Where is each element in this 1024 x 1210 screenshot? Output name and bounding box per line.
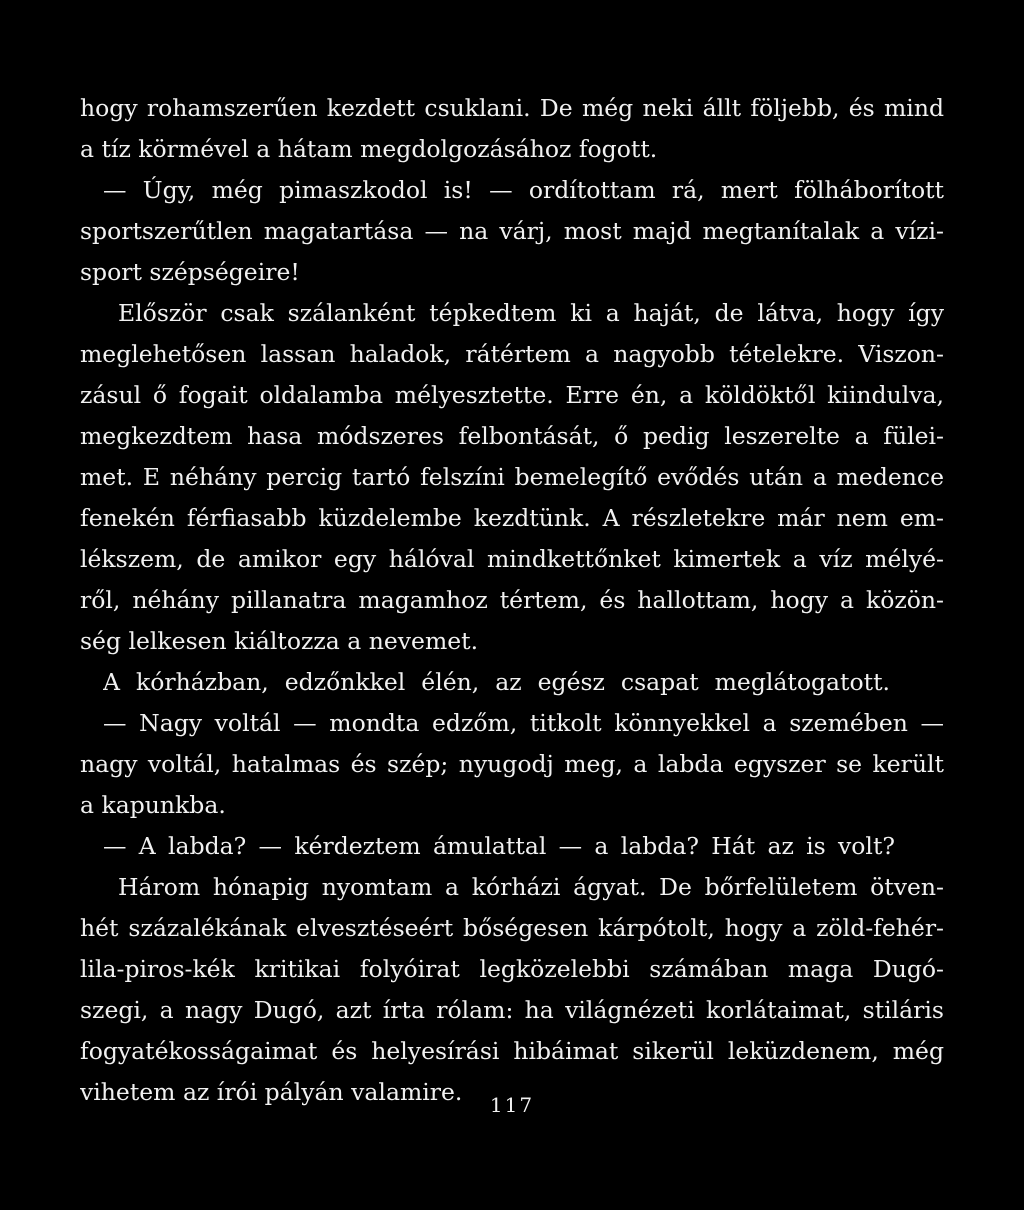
text-line: meglehetősen lassan haladok, rátértem a nagyobb tételekre. Viszon- [80, 340, 944, 368]
text-line: Először csak szálanként tépkedtem ki a haját, de látva, hogy így [118, 299, 944, 327]
text-line: lila-piros-kék kritikai folyóirat legközelebbi számában maga Dugó- [80, 955, 944, 983]
text-line: zásul ő fogait oldalamba mélyesztette. Erre én, a köldöktől kiindulva, [80, 381, 944, 409]
text-line: nagy voltál, hatalmas és szép; nyugodj meg, a labda egyszer se került [80, 750, 944, 778]
text-line: lékszem, de amikor egy hálóval mindkettőnket kimertek a víz mélyé- [80, 545, 944, 573]
text-line: szegi, a nagy Dugó, azt írta rólam: ha világnézeti korlátaimat, stiláris [80, 996, 944, 1024]
text-line: A kórházban, edzőnkkel élén, az egész csapat meglátogatott. [103, 668, 890, 696]
text-line: a tíz körmével a hátam megdolgozásához fogott. [80, 135, 658, 163]
text-line: fogyatékosságaimat és helyesírási hibáimat sikerül leküzdenem, még [80, 1037, 944, 1065]
text-line: — Úgy, még pimaszkodol is! — ordítottam rá, mert fölháborított [103, 176, 944, 204]
text-line: ség lelkesen kiáltozza a nevemet. [80, 627, 479, 655]
text-line: — A labda? — kérdeztem ámulattal — a labda? Hát az is volt? [103, 832, 895, 860]
text-line: sport szépségeire! [80, 258, 300, 286]
text-line: a kapunkba. [80, 791, 226, 819]
text-line: met. E néhány percig tartó felszíni bemelegítő evődés után a medence [80, 463, 944, 491]
text-line: sportszerűtlen magatartása — na várj, most majd megtanítalak a vízi- [80, 217, 944, 245]
text-line: Három hónapig nyomtam a kórházi ágyat. De bőrfelületem ötven- [118, 873, 944, 901]
text-line: hét százalékának elvesztéseért bőségesen kárpótolt, hogy a zöld-fehér- [80, 914, 944, 942]
text-line: megkezdtem hasa módszeres felbontását, ő pedig leszerelte a fülei- [80, 422, 944, 450]
text-line: — Nagy voltál — mondta edzőm, titkolt könnyekkel a szemében — [103, 709, 944, 737]
text-line: ről, néhány pillanatra magamhoz tértem, és hallottam, hogy a közön- [80, 586, 944, 614]
text-line: vihetem az írói pályán valamire. [80, 1078, 463, 1106]
text-line: hogy rohamszerűen kezdett csuklani. De még neki állt följebb, és mind [80, 94, 944, 122]
text-line: fenekén férfiasabb küzdelembe kezdtünk. A részletekre már nem em- [80, 504, 944, 532]
page-number: 117 [489, 1093, 535, 1117]
